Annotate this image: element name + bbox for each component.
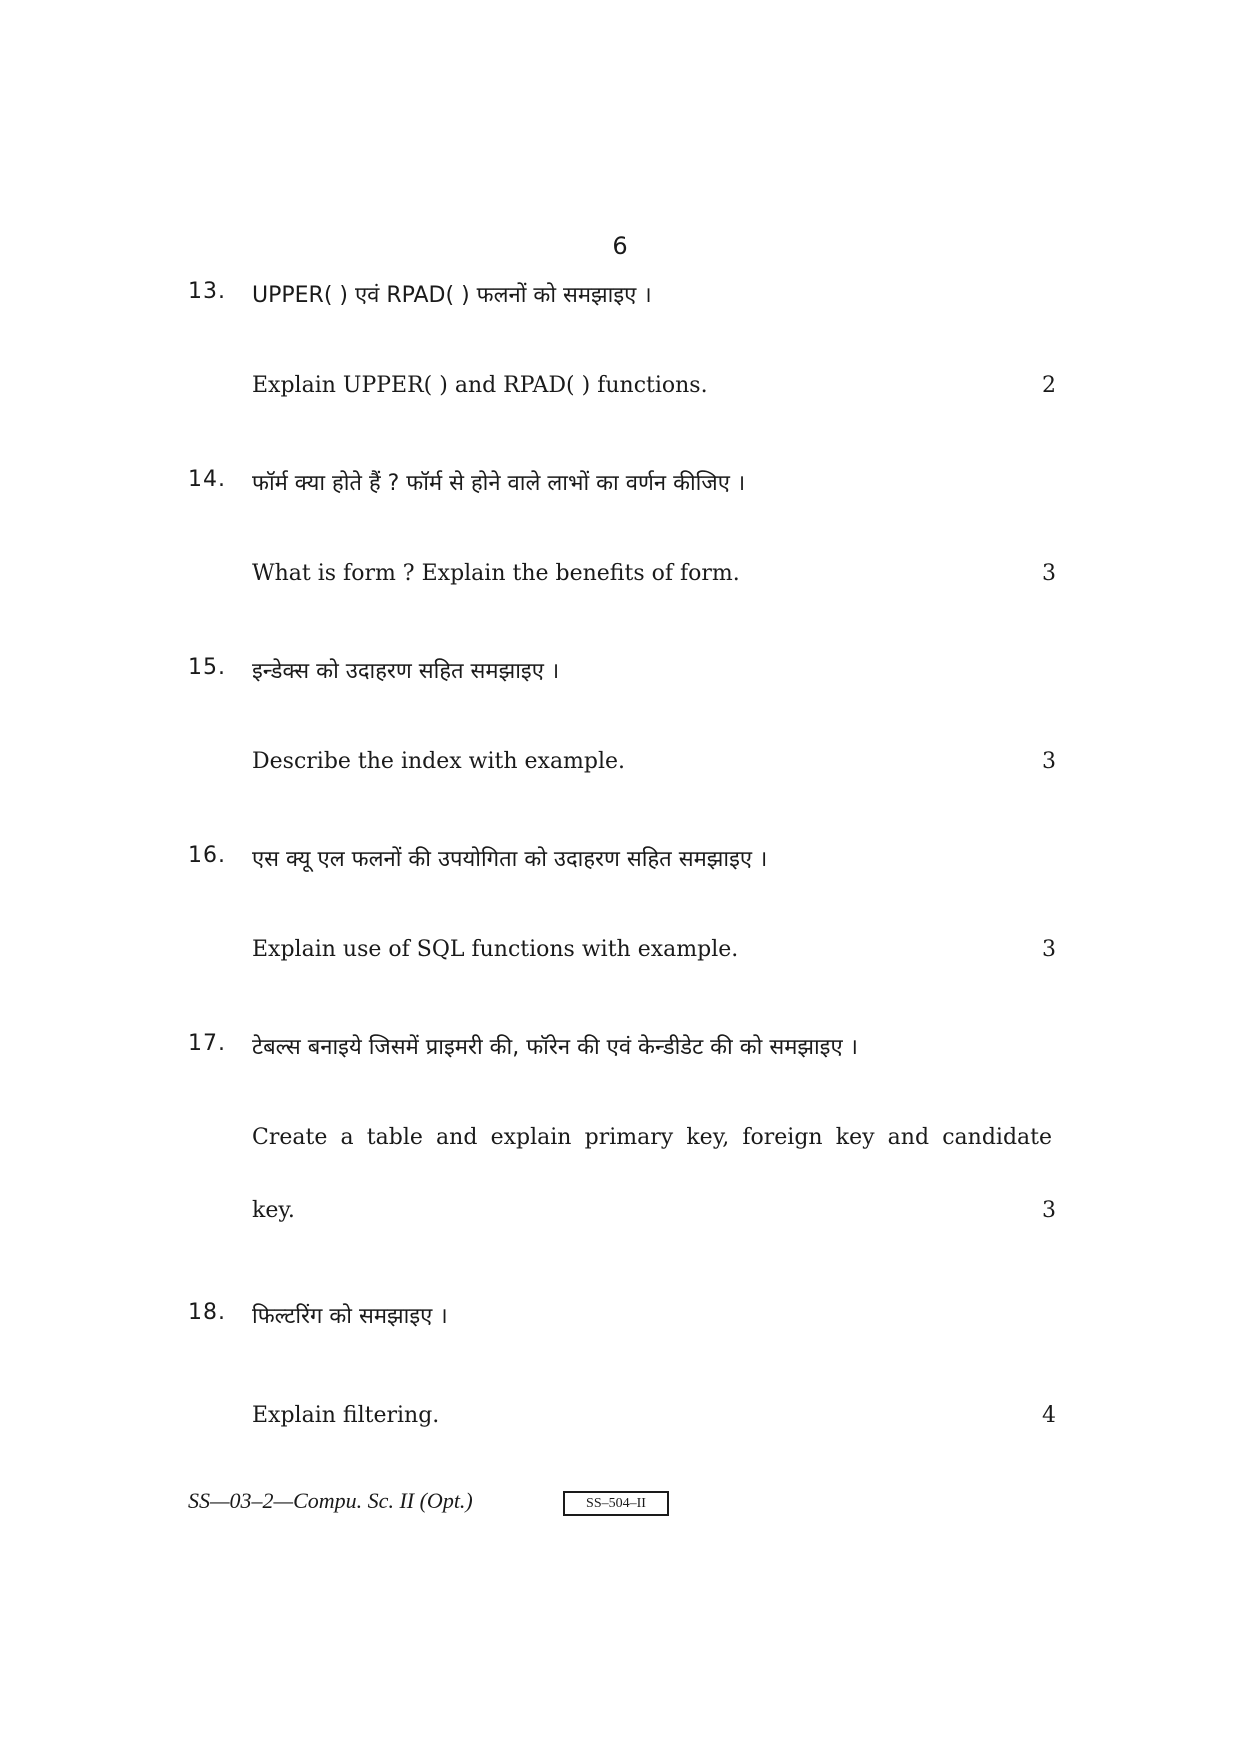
question-number: 17. — [188, 1031, 226, 1056]
question-english-text-line-2: key. — [252, 1198, 295, 1223]
question-hindi-text: टेबल्स बनाइये जिसमें प्राइमरी की, फॉरेन की एवं केन्डीडेट की को समझाइए । — [252, 1035, 858, 1060]
question-english-text: Describe the index with example. — [252, 749, 626, 774]
question-english-text-line-1: Create a table and explain primary key, foreign key and candidate — [252, 1125, 1052, 1150]
question-marks: 3 — [1042, 561, 1056, 586]
paper-code: SS—03–2—Compu. Sc. II (Opt.) — [188, 1488, 473, 1513]
question-english-text: What is form ? Explain the benefits of form. — [252, 561, 740, 586]
question-number: 16. — [188, 843, 226, 868]
question-english-text: Explain filtering. — [252, 1403, 440, 1428]
question-hindi-text: UPPER( ) एवं RPAD( ) फलनों को समझाइए । — [252, 283, 652, 308]
paper-code-box: SS–504–II — [563, 1491, 669, 1516]
question-number: 15. — [188, 655, 226, 680]
question-marks: 4 — [1042, 1403, 1056, 1428]
question-marks: 2 — [1042, 373, 1056, 398]
question-number: 18. — [188, 1300, 226, 1325]
question-hindi-text: फॉर्म क्या होते हैं ? फॉर्म से होने वाले लाभों का वर्णन कीजिए । — [252, 471, 746, 496]
question-hindi-text: फिल्टरिंग को समझाइए । — [252, 1304, 448, 1329]
question-number: 13. — [188, 279, 226, 304]
question-hindi-text: एस क्यू एल फलनों की उपयोगिता को उदाहरण सहित समझाइए । — [252, 847, 768, 872]
question-marks: 3 — [1042, 1198, 1056, 1223]
question-marks: 3 — [1042, 749, 1056, 774]
question-hindi-text: इन्डेक्स को उदाहरण सहित समझाइए । — [252, 659, 560, 684]
question-english-text: Explain use of SQL functions with example. — [252, 937, 739, 962]
page-number: 6 — [612, 232, 628, 260]
question-english-text: Explain UPPER( ) and RPAD( ) functions. — [252, 373, 708, 398]
question-number: 14. — [188, 467, 226, 492]
question-marks: 3 — [1042, 937, 1056, 962]
